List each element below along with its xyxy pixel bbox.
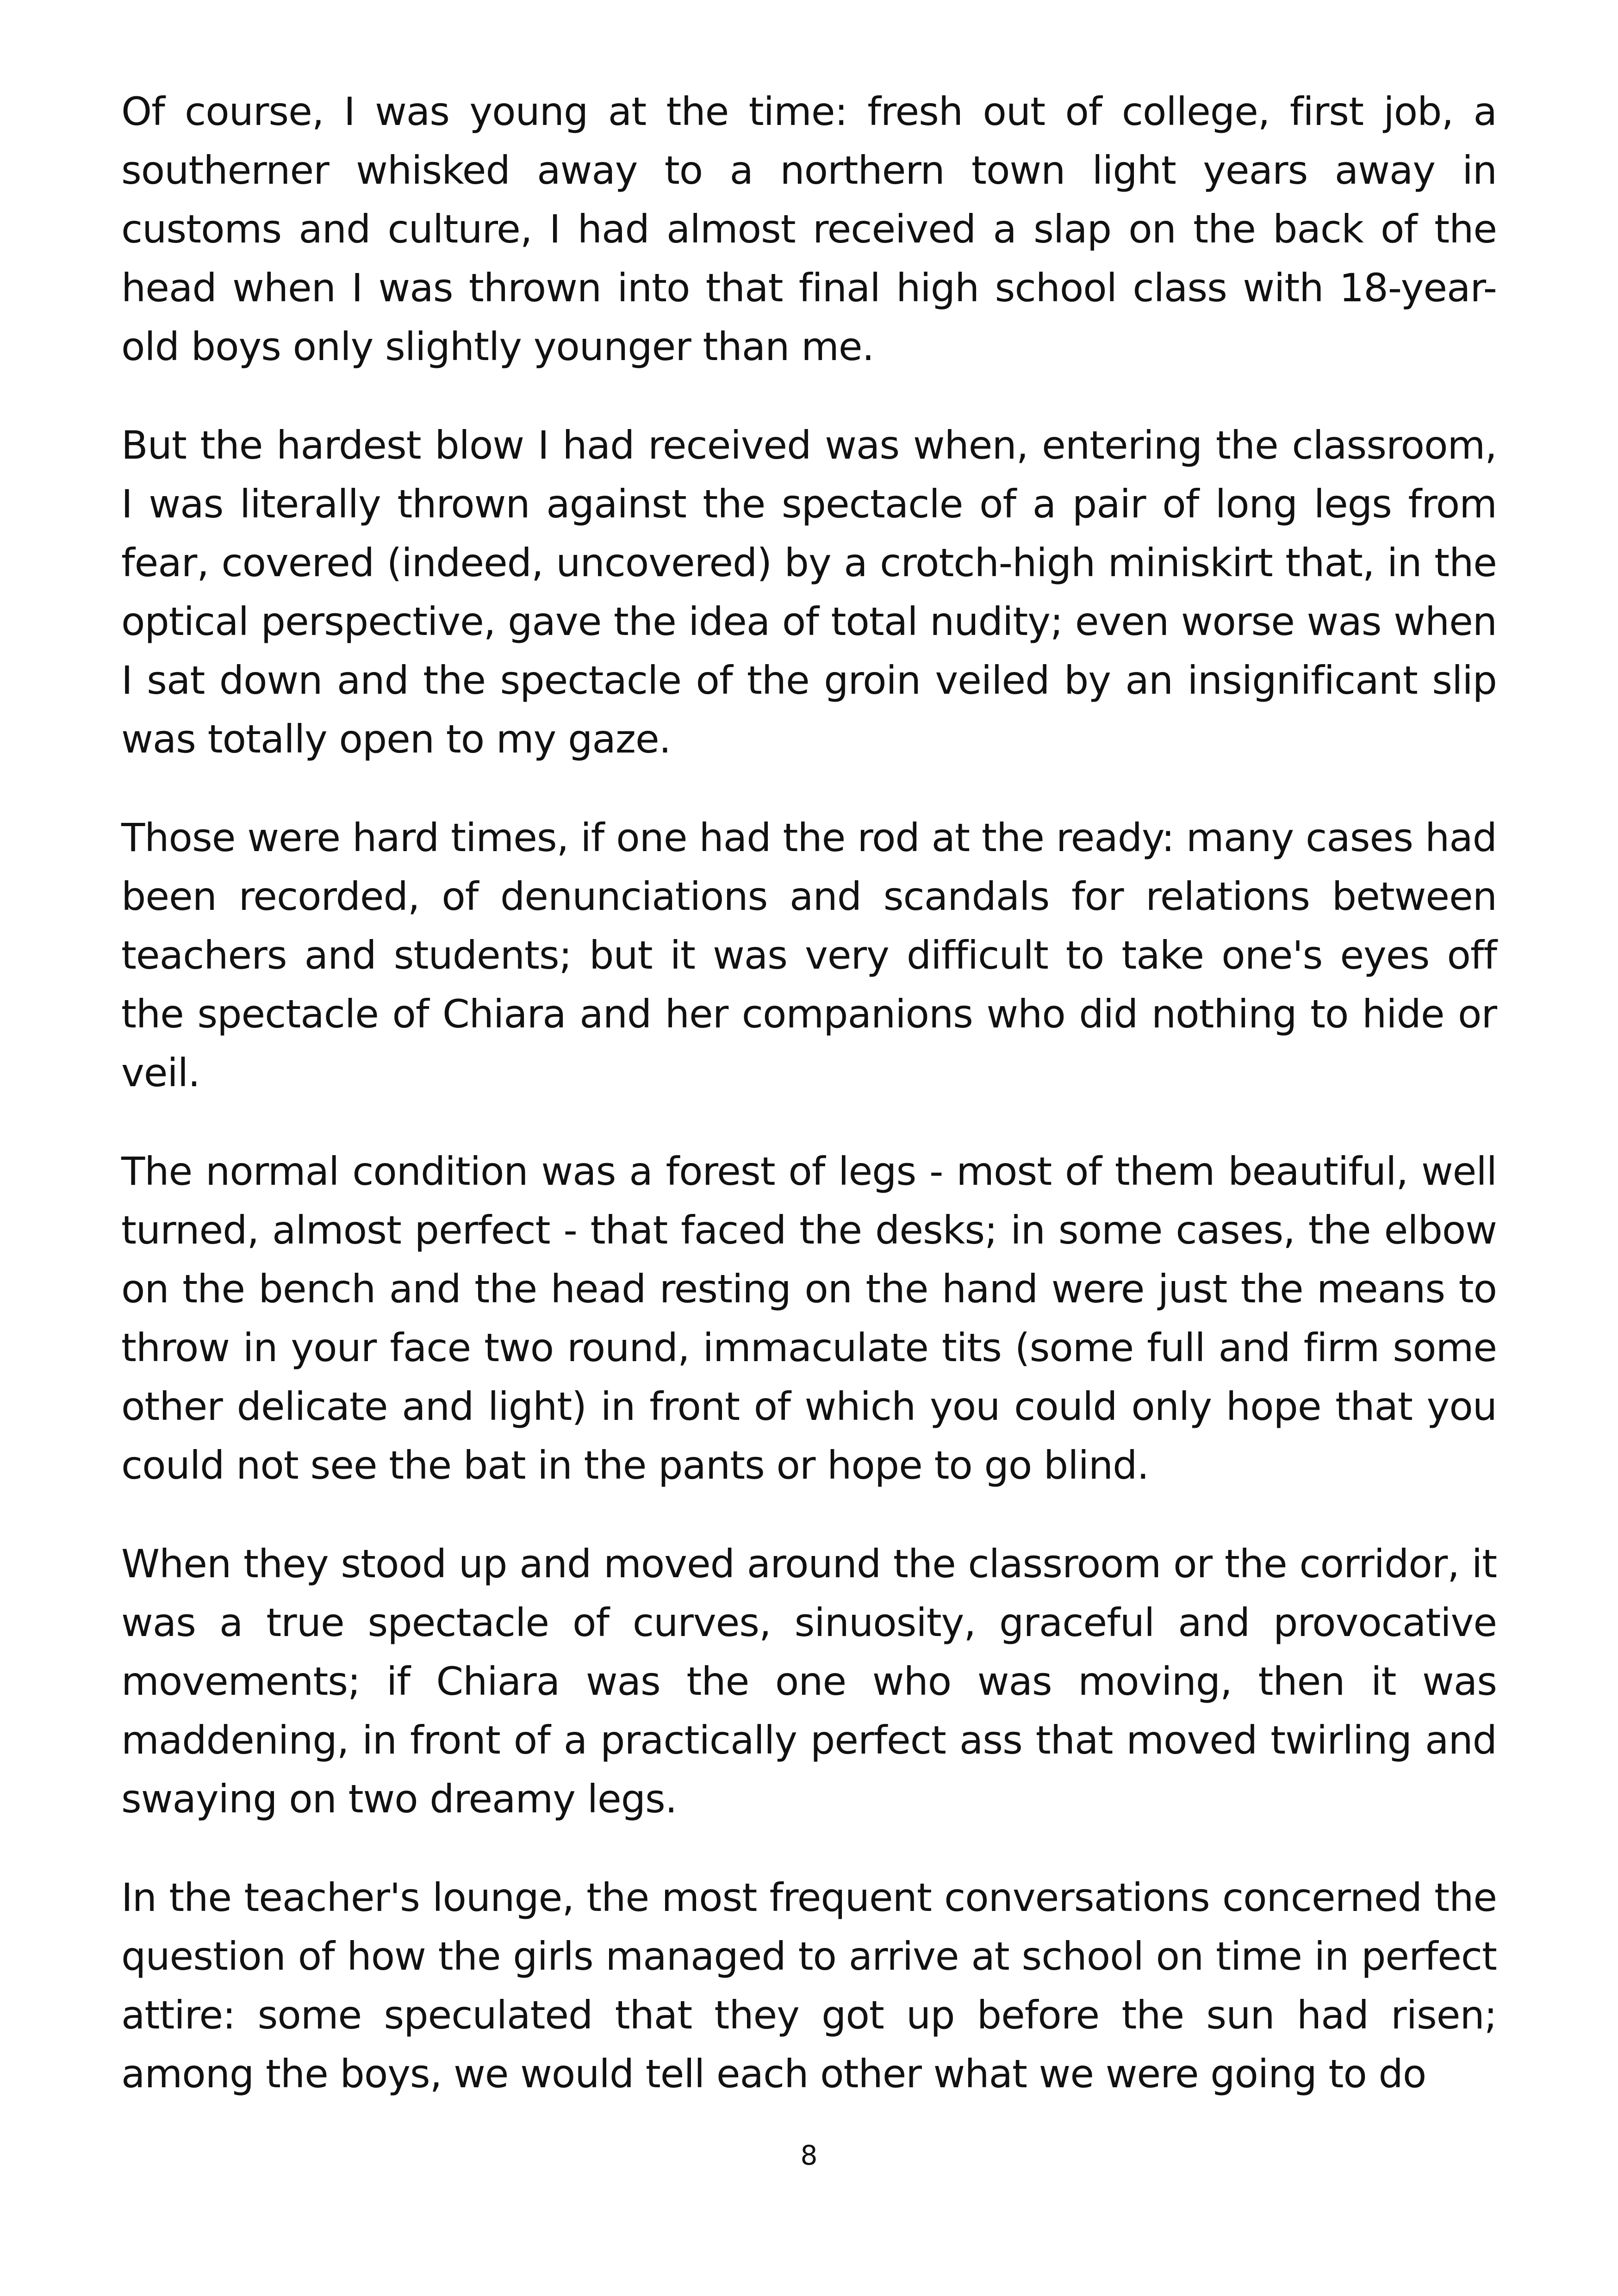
paragraph-2: But the hardest blow I had received was when, entering the classroom, I was literally thrown against the spectacle of a pair of long legs from fear, covered (indeed, uncovered) by a crotch-high miniskirt that, in the optical perspective, gave the idea of total nudity; even worse was when I sat down and the spectacle of the groin veiled by an insignificant slip was totally open to my gaze.: [121, 423, 1497, 762]
paragraph-5: When they stood up and moved around the classroom or the corridor, it was a true spectacle of curves, sinuosity, graceful and provocative movements; if Chiara was the one who was moving, then it was maddening, in front of a practically perfect ass that moved twirling and swaying on two dreamy legs.: [121, 1541, 1497, 1822]
paragraph-6: In the teacher's lounge, the most frequent conversations concerned the question of how the girls managed to arrive at school on time in perfect attire: some speculated that they got up before the sun had risen; among the boys, we would tell each other what we were going to do: [121, 1875, 1497, 2097]
paragraph-4: The normal condition was a forest of legs - most of them beautiful, well turned, almost perfect - that faced the desks; in some cases, the elbow on the bench and the head resting on the hand were just the means to throw in your face two round, immaculate tits (some full and firm some other delicate and light) in front of which you could only hope that you could not see the bat in the pants or hope to go blind.: [121, 1149, 1497, 1488]
page-number: 8: [800, 2140, 818, 2171]
paragraph-3: Those were hard times, if one had the rod at the ready: many cases had been recorded, of denunciations and scandals for relations between teachers and students; but it was very difficult to take one's eyes off the spectacle of Chiara and her companions who did nothing to hide or veil.: [121, 815, 1497, 1095]
body-text: [121, 82, 1497, 2143]
paragraph-1: Of course, I was young at the time: fresh out of college, first job, a southerner whisked away to a northern town light years away in customs and culture, I had almost received a slap on the back of the head when I was thrown into that final high school class with 18-year-old boys only slightly younger than me.: [121, 89, 1497, 369]
